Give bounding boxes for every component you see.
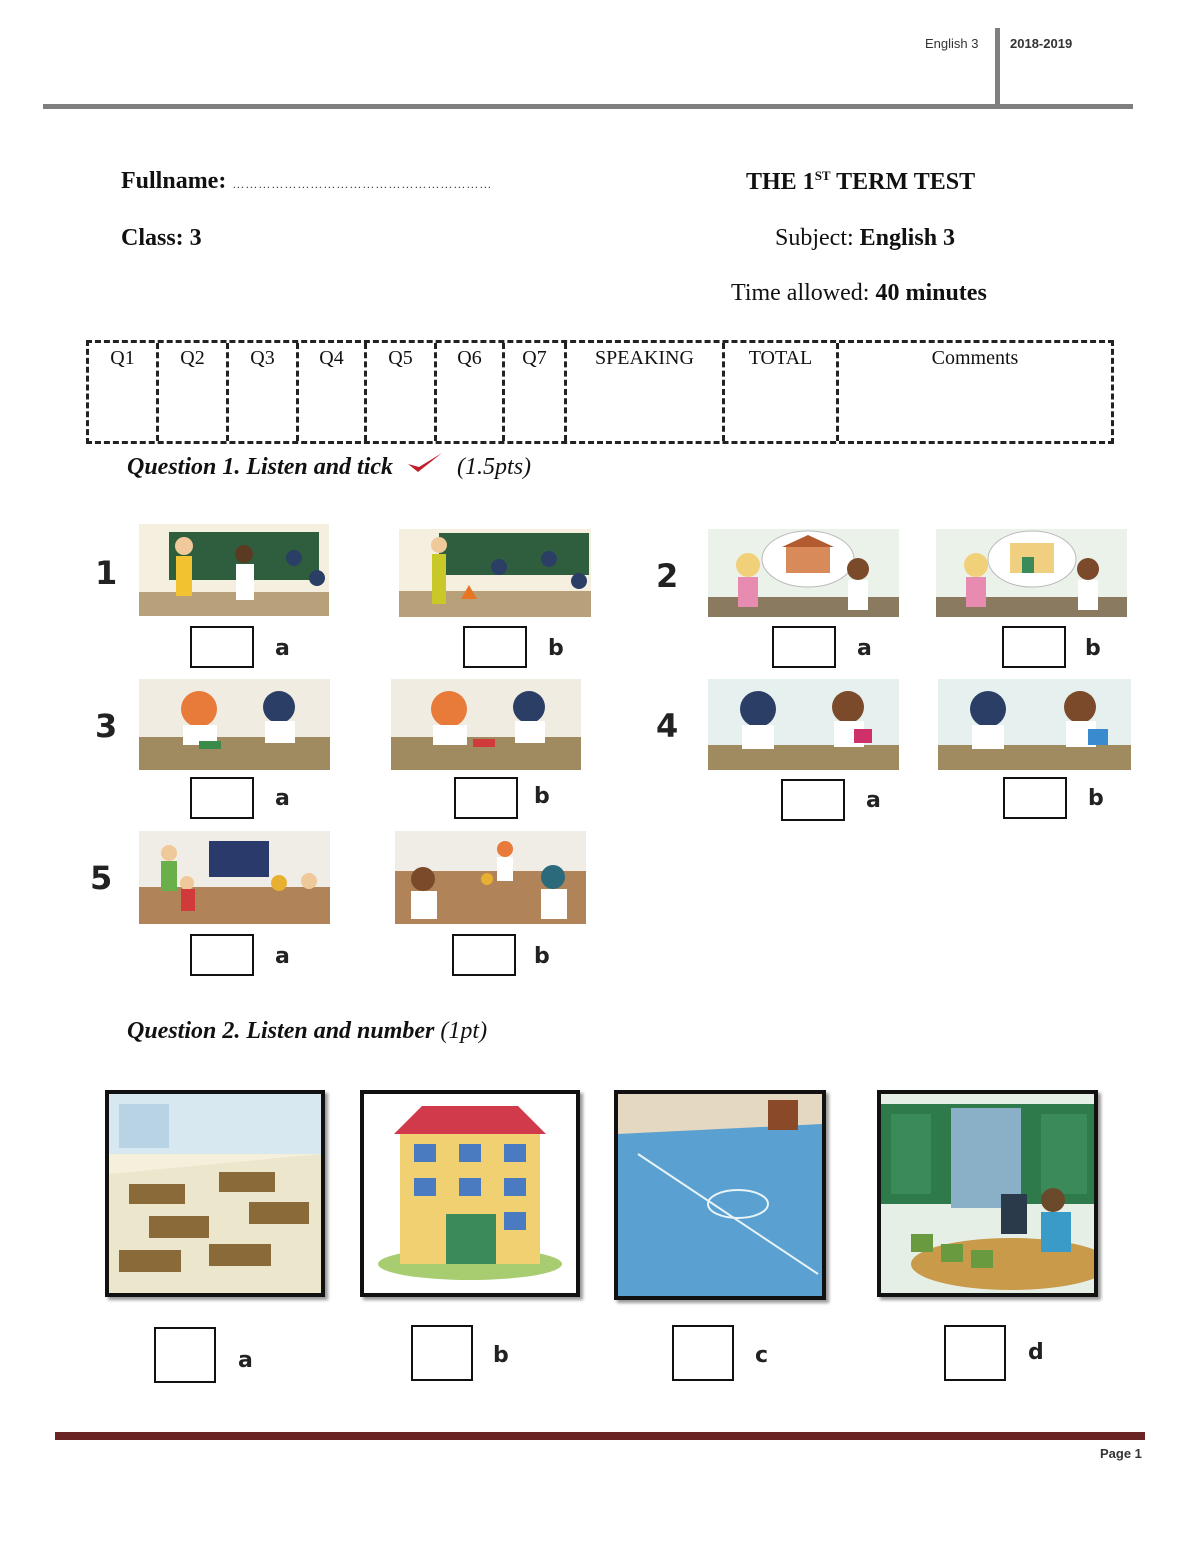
q2-label-d: d bbox=[1028, 1340, 1044, 1365]
q1-item1-number: 1 bbox=[95, 554, 118, 592]
q2-label-c: c bbox=[755, 1343, 769, 1368]
test-title-sup: ST bbox=[814, 168, 831, 183]
classroom-desks-illustration-icon bbox=[109, 1094, 321, 1293]
q2-picture-b bbox=[360, 1090, 580, 1297]
q1-item5-label-a: a bbox=[275, 944, 290, 969]
score-cell-q4[interactable]: Q4 bbox=[299, 343, 367, 441]
q1-item1-picture-a bbox=[139, 524, 329, 616]
boys-book-illustration-icon bbox=[708, 679, 899, 770]
q1-item5-box-b[interactable] bbox=[452, 934, 516, 976]
q1-item2-number: 2 bbox=[656, 557, 679, 595]
q1-item3-box-b[interactable] bbox=[454, 777, 518, 819]
q2-picture-a bbox=[105, 1090, 325, 1297]
q1-item5-picture-b bbox=[395, 831, 586, 924]
header-rule bbox=[43, 104, 1133, 109]
q1-item5-number: 5 bbox=[90, 859, 113, 897]
fullname-label: Fullname: bbox=[121, 168, 227, 194]
classroom-illustration-icon bbox=[139, 524, 329, 616]
question2-points: (1pt) bbox=[440, 1018, 488, 1044]
q1-item4-label-b: b bbox=[1088, 786, 1104, 811]
library-computer-illustration-icon bbox=[881, 1094, 1094, 1293]
q1-item5-box-a[interactable] bbox=[190, 934, 254, 976]
q1-item2-label-b: b bbox=[1085, 636, 1101, 661]
header-subject: English 3 bbox=[925, 36, 979, 51]
score-cell-q2[interactable]: Q2 bbox=[159, 343, 229, 441]
q1-item1-box-b[interactable] bbox=[463, 626, 527, 668]
q1-item1-box-a[interactable] bbox=[190, 626, 254, 668]
q1-item3-box-a[interactable] bbox=[190, 777, 254, 819]
score-cell-total[interactable]: TOTAL bbox=[725, 343, 839, 441]
school-bubble-illustration-icon bbox=[936, 529, 1127, 617]
q1-item3-label-b: b bbox=[534, 784, 550, 809]
test-title-post: TERM TEST bbox=[830, 169, 976, 195]
question1-points: (1.5pts) bbox=[457, 454, 532, 480]
fullname-dots: …………………………………………………… bbox=[232, 177, 493, 191]
q1-item4-picture-b bbox=[938, 679, 1131, 770]
q2-label-b: b bbox=[493, 1343, 509, 1368]
sports-court-illustration-icon bbox=[618, 1094, 822, 1296]
football-illustration-icon bbox=[395, 831, 586, 924]
volleyball-illustration-icon bbox=[139, 831, 330, 924]
q1-item2-box-a[interactable] bbox=[772, 626, 836, 668]
q1-item2-box-b[interactable] bbox=[1002, 626, 1066, 668]
question1-title-row bbox=[127, 450, 531, 481]
class-label: Class: 3 bbox=[121, 225, 202, 251]
header-year: 2018-2019 bbox=[1010, 36, 1073, 51]
q1-item2-picture-a bbox=[708, 529, 899, 617]
boys-book-illustration-icon bbox=[938, 679, 1131, 770]
score-cell-q1[interactable]: Q1 bbox=[89, 343, 159, 441]
subject-label: Subject: bbox=[775, 225, 860, 251]
library-bubble-illustration-icon bbox=[708, 529, 899, 617]
page-number: Page 1 bbox=[1100, 1446, 1142, 1461]
q1-item4-number: 4 bbox=[656, 707, 679, 745]
q1-item3-picture-b bbox=[391, 679, 581, 770]
header-divider bbox=[995, 28, 1000, 108]
test-title-pre: THE 1 bbox=[746, 169, 815, 195]
question2-title: Question 2. Listen and number bbox=[127, 1018, 435, 1044]
score-cell-q7[interactable]: Q7 bbox=[505, 343, 567, 441]
subject-value: English 3 bbox=[859, 225, 956, 251]
students-desk-illustration-icon bbox=[391, 679, 581, 770]
classroom-illustration-icon bbox=[399, 529, 591, 617]
time-row bbox=[731, 280, 987, 307]
time-label: Time allowed: bbox=[731, 280, 876, 306]
q2-label-a: a bbox=[238, 1348, 253, 1373]
time-value: 40 minutes bbox=[875, 280, 987, 306]
q1-item4-label-a: a bbox=[866, 788, 881, 813]
question2-title-row bbox=[127, 1018, 487, 1045]
q2-picture-c bbox=[614, 1090, 826, 1300]
q2-box-d[interactable] bbox=[944, 1325, 1006, 1381]
q1-item5-label-b: b bbox=[534, 944, 550, 969]
students-desk-illustration-icon bbox=[139, 679, 330, 770]
q1-item2-picture-b bbox=[936, 529, 1127, 617]
q1-item4-box-a[interactable] bbox=[781, 779, 845, 821]
checkmark-icon bbox=[405, 450, 445, 476]
q1-item3-label-a: a bbox=[275, 786, 290, 811]
q1-item1-label-b: b bbox=[548, 636, 564, 661]
q1-item1-label-a: a bbox=[275, 636, 290, 661]
q1-item3-picture-a bbox=[139, 679, 330, 770]
q1-item3-number: 3 bbox=[95, 707, 118, 745]
score-table bbox=[86, 340, 1114, 444]
q2-box-c[interactable] bbox=[672, 1325, 734, 1381]
fullname-row bbox=[121, 168, 492, 195]
q1-item5-picture-a bbox=[139, 831, 330, 924]
score-cell-speaking[interactable]: SPEAKING bbox=[567, 343, 725, 441]
q2-box-a[interactable] bbox=[154, 1327, 216, 1383]
question1-title: Question 1. Listen and tick bbox=[127, 454, 394, 480]
test-title bbox=[746, 168, 975, 196]
score-cell-q6[interactable]: Q6 bbox=[437, 343, 505, 441]
q1-item2-label-a: a bbox=[857, 636, 872, 661]
q1-item1-picture-b bbox=[399, 529, 591, 617]
q2-picture-d bbox=[877, 1090, 1098, 1297]
q2-box-b[interactable] bbox=[411, 1325, 473, 1381]
subject-row bbox=[775, 225, 955, 252]
q1-item4-box-b[interactable] bbox=[1003, 777, 1067, 819]
score-cell-comments[interactable]: Comments bbox=[931, 347, 1019, 369]
footer-rule bbox=[55, 1432, 1145, 1440]
school-building-illustration-icon bbox=[364, 1094, 576, 1293]
score-cell-q3[interactable]: Q3 bbox=[229, 343, 299, 441]
score-cell-q5[interactable]: Q5 bbox=[367, 343, 437, 441]
q1-item4-picture-a bbox=[708, 679, 899, 770]
